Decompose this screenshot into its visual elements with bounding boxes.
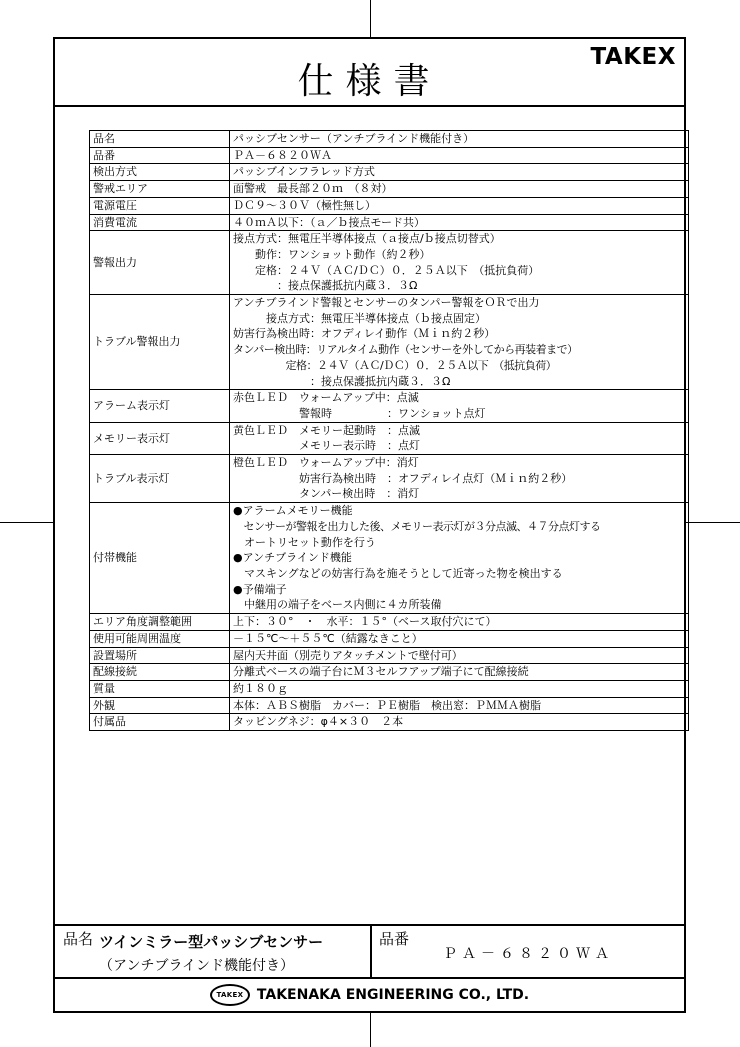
spec-value-line: 橙色ＬＥＤ ウォームアップ中：消灯	[233, 456, 419, 470]
spec-value-line: 動作：ワンショット動作（約２秒）	[233, 247, 431, 261]
spec-value-line: タッピングネジ：φ４×３０ ２本	[233, 715, 404, 729]
spec-label: 付帯機能	[90, 503, 230, 614]
company-logo: TAKEX	[210, 984, 250, 1006]
crop-mark-right	[686, 522, 740, 523]
spec-row	[90, 131, 689, 148]
spec-row	[90, 295, 689, 390]
spec-value	[230, 390, 689, 422]
spec-value-line: ４０ｍＡ以下：（ａ／ｂ接点モード共）	[233, 215, 426, 229]
spec-value-line: ：接点保護抵抗内蔵３．３Ω	[233, 374, 451, 388]
spec-row	[90, 664, 689, 681]
spec-value-line: パッシブインフラレッド方式	[233, 165, 375, 179]
spec-row	[90, 503, 689, 614]
spec-value	[230, 714, 689, 731]
spec-value-line: ＰＡ－６８２０ＷＡ	[233, 148, 332, 162]
spec-value-line: ：接点保護抵抗内蔵３．３Ω	[233, 279, 418, 293]
spec-value-line: 妨害行為検出時 ：オフディレイ点灯（Ｍｉｎ約２秒）	[233, 471, 573, 485]
spec-value-line: ＤＣ９～３０Ｖ（極性無し）	[233, 198, 376, 212]
spec-value	[230, 214, 689, 231]
spec-value-line: ●アンチブラインド機能	[233, 551, 352, 565]
spec-value	[230, 231, 689, 295]
spec-value-line: 面警戒 最長部２０ｍ （８対）	[233, 182, 393, 196]
spec-value-line: アンチブラインド警報とセンサーのタンパー警報をＯＲで出力	[233, 296, 540, 310]
spec-value-line: センサーが警報を出力した後、メモリー表示灯が３分点滅、４７分点灯する	[233, 519, 601, 533]
spec-row	[90, 630, 689, 647]
spec-value	[230, 664, 689, 681]
spec-label: 品名	[90, 131, 230, 148]
spec-value	[230, 455, 689, 503]
title-block	[53, 924, 686, 1013]
spec-value	[230, 197, 689, 214]
spec-value-line: 赤色ＬＥＤ ウォームアップ中：点滅	[233, 391, 419, 405]
spec-row	[90, 422, 689, 454]
spec-value-line: メモリー表示時 ：点灯	[233, 439, 420, 453]
spec-row	[90, 231, 689, 295]
spec-row	[90, 197, 689, 214]
spec-value	[230, 647, 689, 664]
spec-label: 使用可能周囲温度	[90, 630, 230, 647]
spec-row	[90, 164, 689, 181]
spec-value	[230, 181, 689, 198]
spec-row	[90, 181, 689, 198]
spec-value-line: 接点方式：無電圧半導体接点（ｂ接点固定）	[233, 311, 486, 325]
spec-value	[230, 147, 689, 164]
crop-mark-left	[0, 522, 53, 523]
spec-row	[90, 455, 689, 503]
spec-value-line: 黄色ＬＥＤ メモリー起動時 ：点滅	[233, 423, 420, 437]
spec-value-line: 上下：３０° ・ 水平：１５°（ベース取付穴にて）	[233, 615, 497, 629]
title-block-mid-rule	[53, 977, 686, 979]
spec-value-line: タンパー検出時：リアルタイム動作（センサーを外してから再装着まで）	[233, 343, 578, 357]
spec-label: 質量	[90, 680, 230, 697]
brand-logo: TAKEX	[590, 44, 676, 70]
spec-value	[230, 680, 689, 697]
crop-mark-bottom	[370, 1013, 371, 1047]
spec-value-line: 約１８０ｇ	[233, 681, 288, 695]
spec-value	[230, 131, 689, 148]
spec-label: 検出方式	[90, 164, 230, 181]
spec-value-line: 妨害行為検出時：オフディレイ動作（Ｍｉｎ約２秒）	[233, 327, 496, 341]
spec-label: メモリー表示灯	[90, 422, 230, 454]
spec-value	[230, 630, 689, 647]
spec-value-line: ●アラームメモリー機能	[233, 504, 353, 518]
spec-label: 付属品	[90, 714, 230, 731]
product-name-label: 品名	[63, 930, 94, 948]
spec-value-line: 中継用の端子をベース内側に４カ所装備	[233, 598, 442, 612]
spec-value-line: 接点方式：無電圧半導体接点（ａ接点/ｂ接点切替式）	[233, 232, 501, 246]
spec-value-line: オートリセット動作を行う	[233, 535, 376, 549]
spec-value-line: 屋内天井面（別売りアタッチメントで壁付可）	[233, 648, 463, 662]
spec-value-line: タンパー検出時 ：消灯	[233, 487, 420, 501]
spec-row	[90, 614, 689, 631]
spec-value-line: マスキングなどの妨害行為を施そうとして近寄った物を検出する	[233, 566, 563, 580]
product-code-label: 品番	[379, 930, 410, 948]
spec-value	[230, 614, 689, 631]
title-divider	[55, 105, 684, 107]
spec-value-line: 本体：ＡＢＳ樹脂 カバー：ＰＥ樹脂 検出窓：ＰＭＭＡ樹脂	[233, 698, 541, 712]
company-name: TAKENAKA ENGINEERING CO., LTD.	[256, 987, 530, 1003]
spec-value	[230, 697, 689, 714]
spec-label: 警報出力	[90, 231, 230, 295]
spec-label: アラーム表示灯	[90, 390, 230, 422]
spec-value	[230, 295, 689, 390]
crop-mark-top	[370, 0, 371, 37]
spec-row	[90, 390, 689, 422]
spec-row	[90, 214, 689, 231]
page-title: 仕様書	[297, 61, 442, 102]
spec-value-line: 定格：２４Ｖ（ＡＣ/ＤＣ）０．２５Ａ以下 （抵抗負荷）	[233, 358, 557, 372]
spec-value-line: 定格：２４Ｖ（ＡＣ/ＤＣ）０．２５Ａ以下 （抵抗負荷）	[233, 263, 540, 277]
spec-value-line: ●予備端子	[233, 582, 287, 596]
spec-row	[90, 147, 689, 164]
spec-label: 設置場所	[90, 647, 230, 664]
company-block	[53, 981, 686, 1009]
product-name-line1: ツインミラー型パッシブセンサー	[99, 933, 324, 951]
spec-row	[90, 714, 689, 731]
spec-label: 電源電圧	[90, 197, 230, 214]
spec-value-line: －１５℃～＋５５℃（結露なきこと）	[233, 631, 423, 645]
spec-label: 外観	[90, 697, 230, 714]
product-code-value: ＰＡ－６８２０ＷＡ	[443, 946, 614, 962]
spec-value	[230, 164, 689, 181]
spec-label: 配線接続	[90, 664, 230, 681]
spec-value-line: パッシブセンサー（アンチブラインド機能付き）	[233, 132, 475, 145]
spec-value-line: 警報時 ：ワンショット点灯	[233, 406, 486, 420]
spec-value	[230, 503, 689, 614]
spec-label: 品番	[90, 147, 230, 164]
spec-label: 消費電流	[90, 214, 230, 231]
spec-value-line: 分離式ベースの端子台にＭ３セルフアップ端子にて配線接続	[233, 665, 529, 679]
spec-label: エリア角度調整範囲	[90, 614, 230, 631]
spec-row	[90, 680, 689, 697]
spec-label: トラブル表示灯	[90, 455, 230, 503]
spec-label: トラブル警報出力	[90, 295, 230, 390]
spec-row	[90, 697, 689, 714]
spec-label: 警戒エリア	[90, 181, 230, 198]
spec-value	[230, 422, 689, 454]
product-name-line2: （アンチブラインド機能付き）	[99, 958, 295, 974]
spec-row	[90, 647, 689, 664]
title-block-divider	[370, 924, 372, 977]
spec-table	[89, 130, 689, 731]
